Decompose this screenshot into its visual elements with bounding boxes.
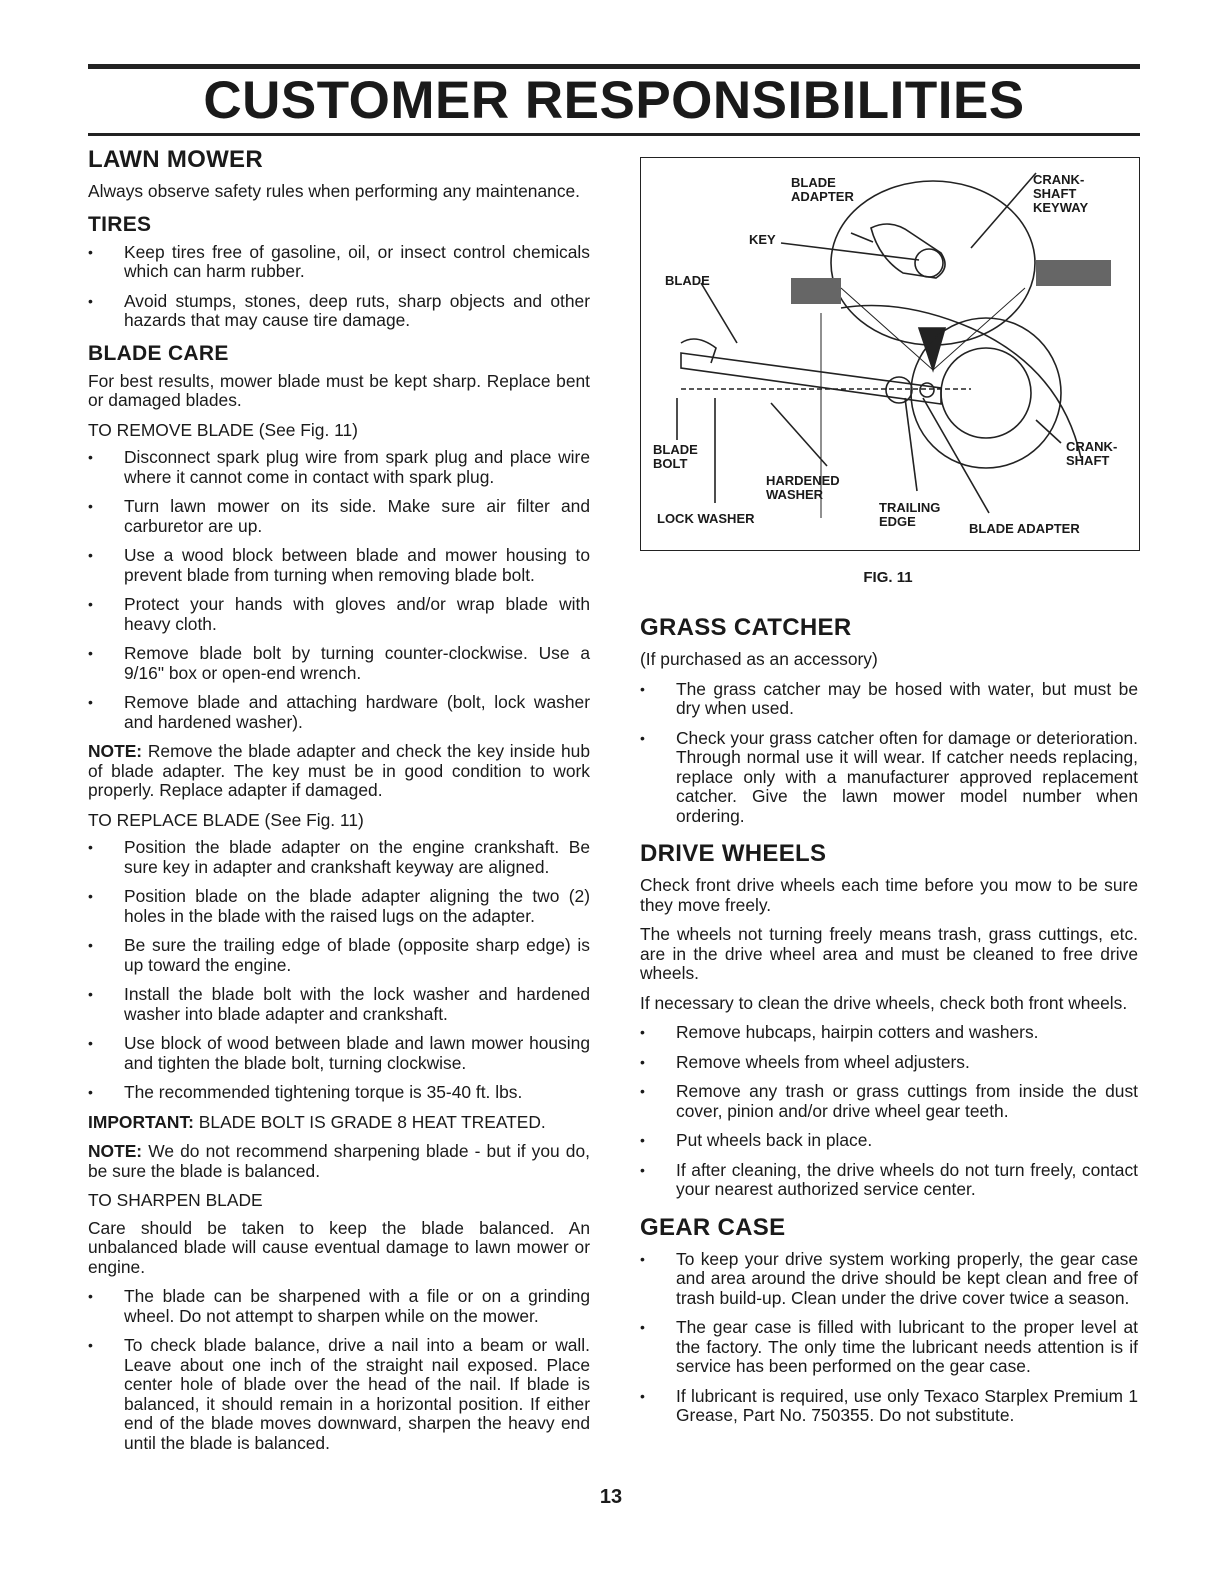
- title-underline: [88, 133, 1140, 136]
- list-item: • Check your grass catcher often for damage or deterioration. Through normal use it will wear. If catcher needs replacing, replace only with a manufacturer approved replacement catcher. Give the lawn mower model number when ordering.: [640, 729, 1138, 827]
- hardened-washer-label: [766, 474, 840, 502]
- tires-heading: TIRES: [88, 212, 152, 236]
- label-line: WASHER: [766, 487, 824, 502]
- list-item: • Use a wood block between blade and mower housing to prevent blade from turning when removing blade bolt.: [88, 546, 590, 585]
- remove-blade-list: [88, 448, 590, 732]
- list-item: • To keep your drive system working properly, the gear case and area around the drive should be kept clean and free of trash build-up. Clean under the drive cover twice a season.: [640, 1250, 1138, 1309]
- grass-catcher-list: [640, 680, 1138, 827]
- label-line: BLADE: [791, 175, 836, 190]
- note-sharpening: [88, 1142, 590, 1181]
- key-label: KEY: [749, 232, 776, 247]
- list-item: • Position blade on the blade adapter aligning the two (2) holes in the blade with the raised lugs on the adapter.: [88, 887, 590, 926]
- blade-end: [681, 339, 716, 363]
- label-line: HARDENED: [766, 473, 840, 488]
- label-line: EDGE: [879, 514, 916, 529]
- housing-outline: [841, 306, 1081, 459]
- blade-care-intro: For best results, mower blade must be kept sharp. Replace bent or damaged blades.: [88, 370, 590, 410]
- replace-blade-list: [88, 838, 590, 1103]
- label-line: CRANK-: [1033, 172, 1085, 187]
- list-item: • Remove hubcaps, hairpin cotters and washers.: [640, 1023, 1138, 1043]
- gear-case-heading: GEAR CASE: [640, 1213, 786, 1241]
- list-item: • Be sure the trailing edge of blade (opposite sharp edge) is up toward the engine.: [88, 936, 590, 975]
- note-label: NOTE:: [88, 1141, 143, 1161]
- label-line: SHAFT: [1066, 453, 1110, 468]
- blade-care-heading: BLADE CARE: [88, 341, 229, 365]
- adapter-hub: [886, 377, 912, 403]
- sharpen-blade-heading: TO SHARPEN BLADE: [88, 1190, 263, 1210]
- drive-wheels-heading: DRIVE WHEELS: [640, 840, 827, 867]
- lawn-mower-heading: LAWN MOWER: [88, 146, 263, 173]
- page-title: CUSTOMER RESPONSIBILITIES: [203, 71, 1025, 130]
- grass-catcher-intro: (If purchased as an accessory): [640, 649, 878, 669]
- list-item: • Put wheels back in place.: [640, 1131, 1138, 1151]
- list-item: • If lubricant is required, use only Texaco Starplex Premium 1 Grease, Part No. 750355. Do not substitute.: [640, 1387, 1138, 1426]
- label-line: SHAFT: [1033, 186, 1077, 201]
- blade-adapter-bottom-label: BLADE ADAPTER: [969, 521, 1080, 536]
- right-column: [640, 614, 1138, 1436]
- remove-blade-heading: TO REMOVE BLADE (See Fig. 11): [88, 419, 358, 440]
- important-note: [88, 1113, 590, 1133]
- blade-adapter-label: [791, 176, 854, 204]
- note-text: We do not recommend sharpening blade - but if you do, be sure the blade is balanced.: [88, 1141, 590, 1181]
- label-line: BLADE: [653, 442, 698, 457]
- lawn-mower-intro: Always observe safety rules when performing any maintenance.: [88, 181, 581, 201]
- list-item: • Turn lawn mower on its side. Make sure air filter and carburetor are up.: [88, 497, 590, 536]
- fin-grille-right: [1036, 260, 1111, 286]
- label-line: ADAPTER: [791, 189, 854, 204]
- sharpen-list: [88, 1287, 590, 1453]
- gear-case-list: [640, 1250, 1138, 1426]
- blade-shape: [681, 353, 941, 404]
- list-item: • The recommended tightening torque is 35-40 ft. lbs.: [88, 1083, 590, 1103]
- important-label: IMPORTANT:: [88, 1111, 194, 1132]
- key-leader: [781, 243, 919, 260]
- note-adapter-key: [88, 742, 590, 801]
- label-line: TRAILING: [879, 500, 941, 515]
- drive-wheels-p3: If necessary to clean the drive wheels, check both front wheels.: [640, 992, 1128, 1013]
- label-line: CRANK-: [1066, 439, 1118, 454]
- blade-bolt-label: [653, 443, 698, 471]
- list-item: • Protect your hands with gloves and/or wrap blade with heavy cloth.: [88, 595, 590, 634]
- note-text: Remove the blade adapter and check the key inside hub of blade adapter. The key must be in good condition to work properly. Replace adapter if damaged.: [88, 741, 590, 800]
- list-item: • To check blade balance, drive a nail into a beam or wall. Leave about one inch of the straight nail exposed. Place center hole of blade over the head of the nail. If blade is balanced, it should remain in a horizontal position. If either end of the blade moves downward, sharpen the heavy end until the blade is balanced.: [88, 1336, 590, 1453]
- left-column: [88, 146, 590, 1463]
- blade-label: BLADE: [665, 273, 710, 288]
- list-item: • The grass catcher may be hosed with water, but must be dry when used.: [640, 680, 1138, 719]
- list-item: • If after cleaning, the drive wheels do not turn freely, contact your nearest authorized service center.: [640, 1161, 1138, 1200]
- list-item: • Avoid stumps, stones, deep ruts, sharp objects and other hazards that may cause tire damage.: [88, 292, 590, 331]
- blade-assembly-diagram: [641, 158, 1139, 550]
- fin-grille-left: [791, 278, 841, 304]
- figure-11-blade-assembly: [640, 157, 1140, 551]
- list-item: • Install the blade bolt with the lock washer and hardened washer into blade adapter and crankshaft.: [88, 985, 590, 1024]
- list-item: • The blade can be sharpened with a file or on a grinding wheel. Do not attempt to sharpen while on the mower.: [88, 1287, 590, 1326]
- drive-wheels-p2: The wheels not turning freely means trash, grass cuttings, etc. are in the drive wheel area and must be cleaned to free drive wheels.: [640, 924, 1138, 983]
- list-item: • Keep tires free of gasoline, oil, or insect control chemicals which can harm rubber.: [88, 243, 590, 282]
- note-label: NOTE:: [88, 741, 143, 761]
- list-item: • Position the blade adapter on the engine crankshaft. Be sure key in adapter and crankshaft keyway are aligned.: [88, 838, 590, 877]
- list-item: • Use block of wood between blade and lawn mower housing and tighten the blade bolt, turning clockwise.: [88, 1034, 590, 1073]
- crankshaft-keyway-label: [1033, 173, 1088, 215]
- drive-wheels-list: [640, 1023, 1138, 1200]
- important-text: BLADE BOLT IS GRADE 8 HEAT TREATED.: [198, 1111, 546, 1132]
- list-item: • Remove any trash or grass cuttings from inside the dust cover, pinion and/or drive wheel gear teeth.: [640, 1082, 1138, 1121]
- drive-wheels-p1: Check front drive wheels each time before you mow to be sure they move freely.: [640, 875, 1138, 915]
- label-line: BOLT: [653, 456, 688, 471]
- list-item: • Remove blade bolt by turning counter-clockwise. Use a 9/16" box or open-end wrench.: [88, 644, 590, 683]
- label-line: KEYWAY: [1033, 200, 1089, 215]
- grass-catcher-heading: GRASS CATCHER: [640, 614, 852, 641]
- zoom-pointer: [919, 328, 945, 370]
- tires-list: [88, 243, 590, 331]
- figure-caption: FIG. 11: [863, 569, 913, 586]
- list-item: • Remove blade and attaching hardware (bolt, lock washer and hardened washer).: [88, 693, 590, 732]
- list-item: • The gear case is filled with lubricant to the proper level at the factory. The only time the lubricant needs attention is if service has been performed on the gear case.: [640, 1318, 1138, 1377]
- top-rule: [88, 64, 1140, 69]
- trailing-edge-label: [879, 501, 940, 529]
- adapter-detail: [871, 224, 945, 278]
- crankshaft-label: [1066, 440, 1117, 468]
- page-number: 13: [599, 1486, 623, 1508]
- list-item: • Remove wheels from wheel adjusters.: [640, 1053, 1138, 1073]
- lock-washer-label: LOCK WASHER: [657, 511, 755, 526]
- replace-blade-heading: TO REPLACE BLADE (See Fig. 11): [88, 809, 364, 830]
- keyway-hole: [915, 249, 943, 277]
- list-item: • Disconnect spark plug wire from spark plug and place wire where it cannot come in contact with spark plug.: [88, 448, 590, 487]
- sharpen-intro: Care should be taken to keep the blade balanced. An unbalanced blade will cause eventual damage to lawn mower or engine.: [88, 1217, 590, 1277]
